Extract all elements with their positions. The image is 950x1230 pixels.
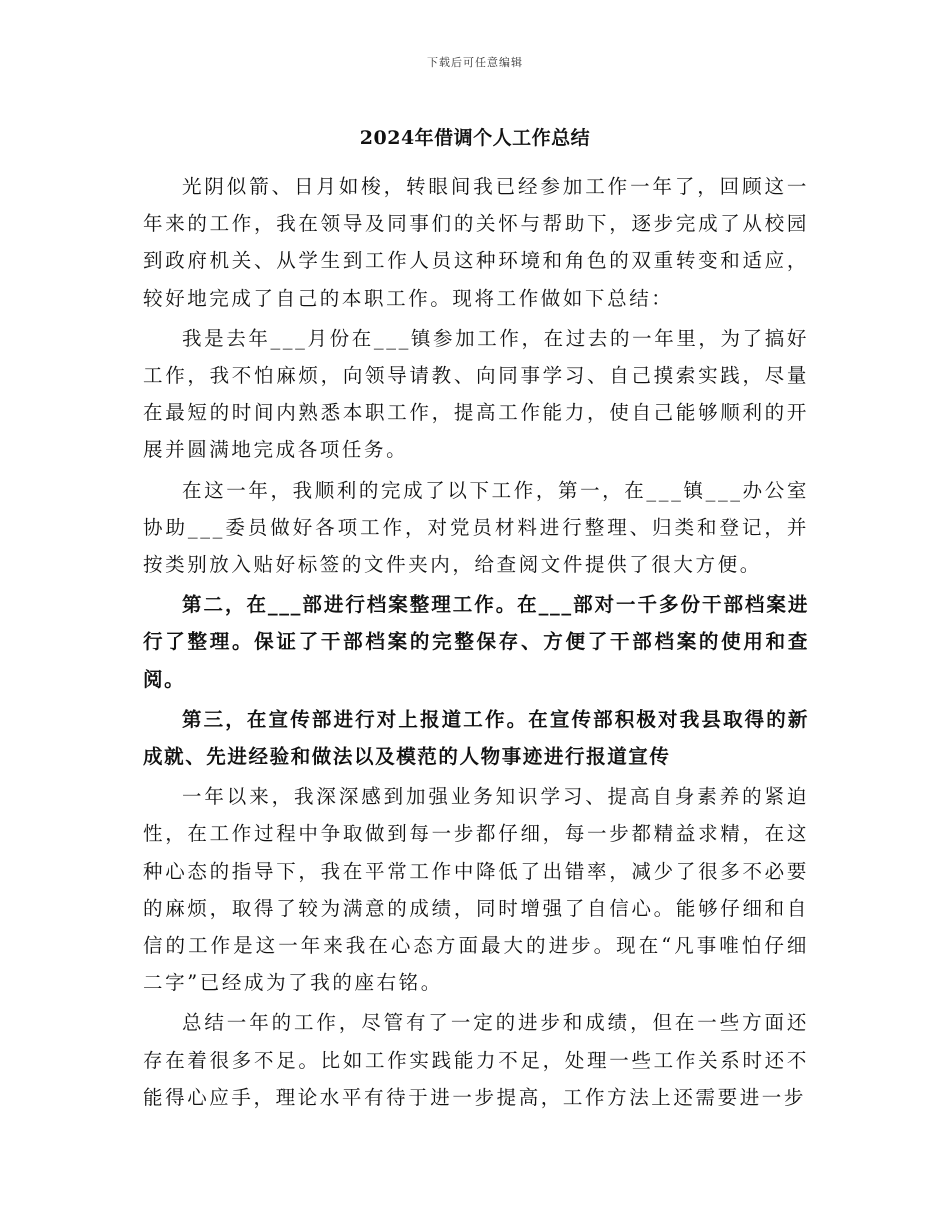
paragraph-start-work: 我是去年___月份在___镇参加工作，在过去的一年里，为了搞好工作，我不怕麻烦，向领导请教、向同事学习、自己摸索实践，尽量在最短的时间内熟悉本职工作，提高工作能力，使自己能够顺利的开展并圆满地完成各项任务。 <box>143 326 809 462</box>
page-header-note: 下载后可任意编辑 <box>427 56 523 69</box>
paragraph-first-task: 在这一年，我顺利的完成了以下工作，第一，在___镇___办公室协助___委员做好各项工作，对党员材料进行整理、归类和登记，并按类别放入贴好标签的文件夹内，给查阅文件提供了很大方便。 <box>143 478 809 577</box>
paragraph-intro: 光阴似箭、日月如梭，转眼间我已经参加工作一年了，回顾这一年来的工作，我在领导及同事们的关怀与帮助下，逐步完成了从校园到政府机关、从学生到工作人员这种环境和角色的双重转变和适应，较好地完成了自己的本职工作。现将工作做如下总结： <box>143 175 809 310</box>
paragraph-third-task: 第三，在宣传部进行对上报道工作。在宣传部积极对我县取得的新成就、先进经验和做法以及模范的人物事迹进行报道宣传 <box>143 707 809 769</box>
paragraph-second-task: 第二，在___部进行档案整理工作。在___部对一千多份干部档案进行了整理。保证了干部档案的完整保存、方便了干部档案的使用和查阅。 <box>143 593 809 691</box>
document-body <box>143 168 809 1119</box>
paragraph-reflection: 一年以来，我深深感到加强业务知识学习、提高自身素养的紧迫性，在工作过程中争取做到每一步都仔细，每一步都精益求精，在这种心态的指导下，我在平常工作中降低了出错率，减少了很多不必要的麻烦，取得了较为满意的成绩，同时增强了自信心。能够仔细和自信的工作是这一年来我在心态方面最大的进步。现在“凡事唯怕仔细二字”已经成为了我的座右铭。 <box>143 785 809 995</box>
paragraph-shortcomings: 总结一年的工作，尽管有了一定的进步和成绩，但在一些方面还存在着很多不足。比如工作实践能力不足，处理一些工作关系时还不能得心应手，理论水平有待于进一步提高，工作方法上还需要进一步 <box>143 1011 809 1109</box>
document-title: 2024年借调个人工作总结 <box>359 127 591 149</box>
